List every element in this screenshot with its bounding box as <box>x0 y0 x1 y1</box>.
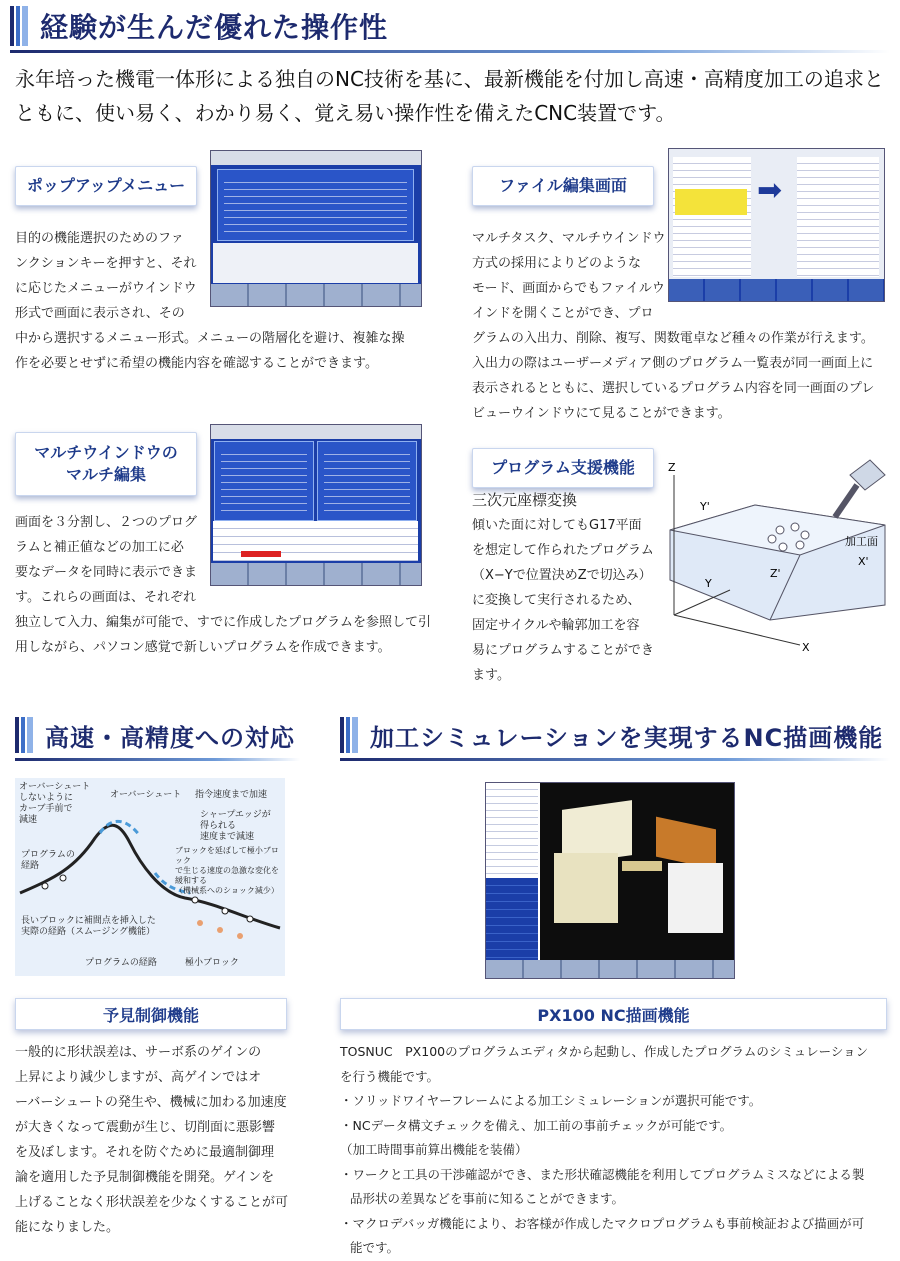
text-line: を行う機能です。 <box>340 1068 440 1084</box>
text-line: 形式で画面に表示され、その <box>15 306 185 321</box>
file-list <box>673 157 751 277</box>
label-micro-block <box>175 846 285 896</box>
text-line: 表示されるとともに、選択しているプログラム内容を同一画面のプレ <box>472 381 875 396</box>
label-overshoot-avoid <box>19 782 90 826</box>
text-line: ・NCデータ構文チェックを備え、加工前の事前チェックが可能です。 <box>340 1117 733 1133</box>
fileedit-text-narrow <box>472 226 667 326</box>
label-smoothing <box>21 916 156 938</box>
title-bar-icon <box>340 717 358 753</box>
lead-paragraph <box>15 62 885 130</box>
text-line: 上げることなく形状誤差を少なくすることが可 <box>15 1195 289 1210</box>
text-line: TOSNUC PX100のプログラムエディタから起動し、作成したプログラムのシミュレーション <box>340 1044 869 1059</box>
tool-bit <box>835 485 857 517</box>
title-bar-icon <box>10 6 28 46</box>
fileedit-title: ファイル編集画面 <box>499 176 627 195</box>
label-z-prime: Z' <box>770 567 781 580</box>
label-line: しないように <box>19 793 74 803</box>
multi-title-line: マルチウインドウの <box>34 443 178 462</box>
fileedit-screenshot <box>668 148 885 302</box>
multi-text-narrow <box>15 510 210 610</box>
lookahead-header <box>15 998 287 1030</box>
label-y: Y <box>705 577 712 590</box>
coordinate-transform-diagram <box>660 455 890 660</box>
text-line: 能になりました。 <box>15 1220 120 1235</box>
tool-holder <box>622 861 662 871</box>
label-program-path <box>21 850 75 872</box>
popup-screenshot <box>210 150 422 307</box>
text-line: 傾いた面に対してもG17平面 <box>472 518 642 533</box>
title-rule <box>10 50 890 53</box>
text-line: ・ソリッドワイヤーフレームによる加工シミュレーションが選択可能です。 <box>340 1093 762 1108</box>
x-axis <box>674 615 800 645</box>
text-line: モード、画面からでもファイルウ <box>472 281 665 296</box>
label-line: 得られる <box>200 821 237 831</box>
multi-badge <box>15 432 197 496</box>
text-line: 論を適用した予見制御機能を開発。ゲインを <box>15 1170 275 1185</box>
screen-menubar <box>211 151 421 165</box>
support-title: プログラム支援機能 <box>491 458 635 477</box>
label-y-prime: Y' <box>700 500 710 513</box>
popup-text-wide <box>15 326 435 376</box>
label-line: で生じる速度の急激な変化を <box>175 866 279 875</box>
text-line: インドを開くことができ、プロ <box>472 306 654 321</box>
highlight-cell <box>241 551 281 557</box>
label-accel-command: 指令速度まで加速 <box>195 790 268 800</box>
text-line: （X−Yで位置決めZで切込み） <box>472 568 652 583</box>
text-line: を及ぼします。それを防ぐために最適制御理 <box>15 1145 274 1160</box>
label-machining-surface: 加工面 <box>845 535 878 548</box>
popup-title: ポップアップメニュー <box>26 176 186 195</box>
fileedit-badge <box>472 166 654 206</box>
section-title-text: 高速・高精度への対応 <box>45 723 295 752</box>
text-line: 用しながら、パソコン感覚で新しいプログラムを作成できます。 <box>15 640 391 655</box>
menu-lines <box>224 176 407 234</box>
title-rule <box>340 758 890 761</box>
label-line: 実際の経路（スムージング機能） <box>21 927 155 937</box>
text-line: に変換して実行されるため、 <box>472 593 641 608</box>
text-line: を想定して作られたプログラム <box>472 543 654 558</box>
text-line: ます。 <box>472 668 510 683</box>
support-badge <box>472 448 654 488</box>
label-line: カーブ手前で <box>19 804 73 814</box>
function-keys <box>669 279 884 301</box>
lookahead-title: 予見制御機能 <box>102 1005 199 1025</box>
section-title-speed <box>15 717 295 753</box>
popup-text-narrow <box>15 226 210 326</box>
text-line: 中から選択するメニュー形式。メニューの階層化を避け、複雑な操 <box>15 331 405 346</box>
lead-line: 永年培った機電一体形による独自のNC技術を基に、最新機能を付加し高速・高精度加工の追求と <box>15 67 884 91</box>
label-x-prime: X' <box>858 555 869 568</box>
text-line: ・マクロデバッガ機能により、お客様が作成したマクロプログラムも事前検証および描画が可 <box>340 1215 865 1231</box>
label-program-path-bottom: プログラムの経路 <box>85 958 157 968</box>
status-area <box>213 243 418 283</box>
simulation-screenshot <box>485 782 735 979</box>
label-line: 減速 <box>19 815 38 825</box>
text-line: ラムと補正値などの加工に必 <box>15 540 184 555</box>
text-line: ・ワークと工具の干渉確認ができ、また形状確認機能を利用してプログラムミスなどによる製 <box>340 1166 865 1182</box>
label-line: 長いブロックに補間点を挿入した <box>21 916 156 926</box>
label-overshoot: オーバーシュート <box>110 790 182 800</box>
popup-menu-window <box>217 169 414 241</box>
section-title-text: 加工シミュレーションを実現するNC描画機能 <box>370 723 884 752</box>
text-line: 一般的に形状誤差は、サーボ系のゲインの <box>15 1045 262 1060</box>
render-viewport <box>540 783 734 960</box>
popup-badge <box>15 166 197 206</box>
program-lines <box>324 448 410 514</box>
text-line: 独立して入力、編集が可能で、すでに作成したプログラムを参照して引 <box>15 615 432 630</box>
lead-line: ともに、使い易く、わかり易く、覚え易い操作性を備えたCNC装置です。 <box>15 101 676 125</box>
program-window-2 <box>317 441 417 521</box>
label-sharp-edge <box>200 810 271 843</box>
text-line: ビューウインドウにて見ることができます。 <box>472 406 731 421</box>
machine-column <box>554 853 618 923</box>
position-readout <box>486 878 538 960</box>
text-line: す。これらの画面は、それぞれ <box>15 590 196 605</box>
text-line: （加工時間事前算出機能を装備） <box>340 1142 528 1157</box>
screen-menubar <box>211 425 421 439</box>
text-line: 目的の機能選択のためのファ <box>15 231 184 246</box>
label-line: 速度まで減速 <box>200 832 255 842</box>
title-rule <box>15 758 300 761</box>
arrow-right-icon: ➡ <box>757 173 783 208</box>
label-tiny-block: 極小ブロック <box>185 958 239 968</box>
rotary-table <box>668 863 723 933</box>
text-line: 要なデータを同時に表示できま <box>15 565 198 580</box>
program-lines <box>221 448 307 514</box>
text-line: が大きくなって震動が生じ、切削面に悪影響 <box>15 1120 276 1135</box>
label-z: Z <box>668 461 676 474</box>
lookahead-text <box>15 1040 295 1240</box>
section-title-text: 経験が生んだ優れた操作性 <box>40 11 389 44</box>
label-line: （機械系へのショック減少） <box>175 886 279 895</box>
label-line: シャープエッジが <box>200 810 271 820</box>
lookahead-diagram <box>15 778 285 976</box>
support-subtitle: 三次元座標変換 <box>472 491 578 509</box>
text-line: 入出力の際はユーザーメディア側のプログラム一覧表が同一画面上に <box>472 356 874 371</box>
workpiece-fixture <box>656 817 716 870</box>
text-line: マルチタスク、マルチウインドウ <box>472 231 666 246</box>
section-title-usability <box>10 6 388 46</box>
label-line: オーバーシュート <box>19 782 91 792</box>
text-line: ンクションキーを押すと、それ <box>15 256 197 271</box>
label-line: 経路 <box>21 861 40 871</box>
text-line: 品形状の差異などを事前に知ることができます。 <box>350 1191 625 1206</box>
program-listing <box>486 783 538 878</box>
multi-title-line: マルチ編集 <box>65 465 146 484</box>
label-line: 緩和する <box>175 876 207 885</box>
text-line: 方式の採用によりどのような <box>472 256 642 271</box>
selected-file-rows <box>675 189 747 215</box>
text-line: グラムの入出力、削除、複写、関数電卓など種々の作業が行えます。 <box>472 331 874 346</box>
support-text <box>472 513 667 688</box>
tiny-block-points <box>197 920 243 939</box>
text-line: 能です。 <box>350 1240 400 1255</box>
label-line: ブロックを延ばして極小ブロック <box>175 846 279 865</box>
px100-text <box>340 1040 890 1261</box>
y-axis <box>674 590 730 615</box>
multi-text-wide <box>15 610 455 660</box>
function-keys <box>486 960 734 978</box>
text-line: 固定サイクルや輪郭加工を容 <box>472 618 640 633</box>
label-line: プログラムの <box>21 850 75 860</box>
label-x: X <box>802 641 810 654</box>
program-window-1 <box>214 441 314 521</box>
text-line: 画面を３分割し、２つのプログ <box>15 515 198 530</box>
text-line: 易にプログラムすることができ <box>472 643 654 658</box>
px100-title: PX100 NC描画機能 <box>537 1005 690 1025</box>
preview-window <box>797 157 879 277</box>
px100-header <box>340 998 887 1030</box>
text-line: ーバーシュートの発生や、機械に加わる加速度 <box>15 1095 287 1110</box>
title-bar-icon <box>15 717 33 753</box>
text-line: 作を必要とせずに希望の機能内容を確認することができます。 <box>15 356 378 371</box>
section-title-simulation <box>340 717 883 753</box>
function-keys <box>211 284 421 306</box>
fileedit-text-wide <box>472 326 892 426</box>
multi-screenshot <box>210 424 422 586</box>
function-keys <box>211 563 421 585</box>
text-line: 上昇により減少しますが、高ゲインではオ <box>15 1070 262 1085</box>
text-line: に応じたメニューがウインドウ <box>15 281 197 296</box>
